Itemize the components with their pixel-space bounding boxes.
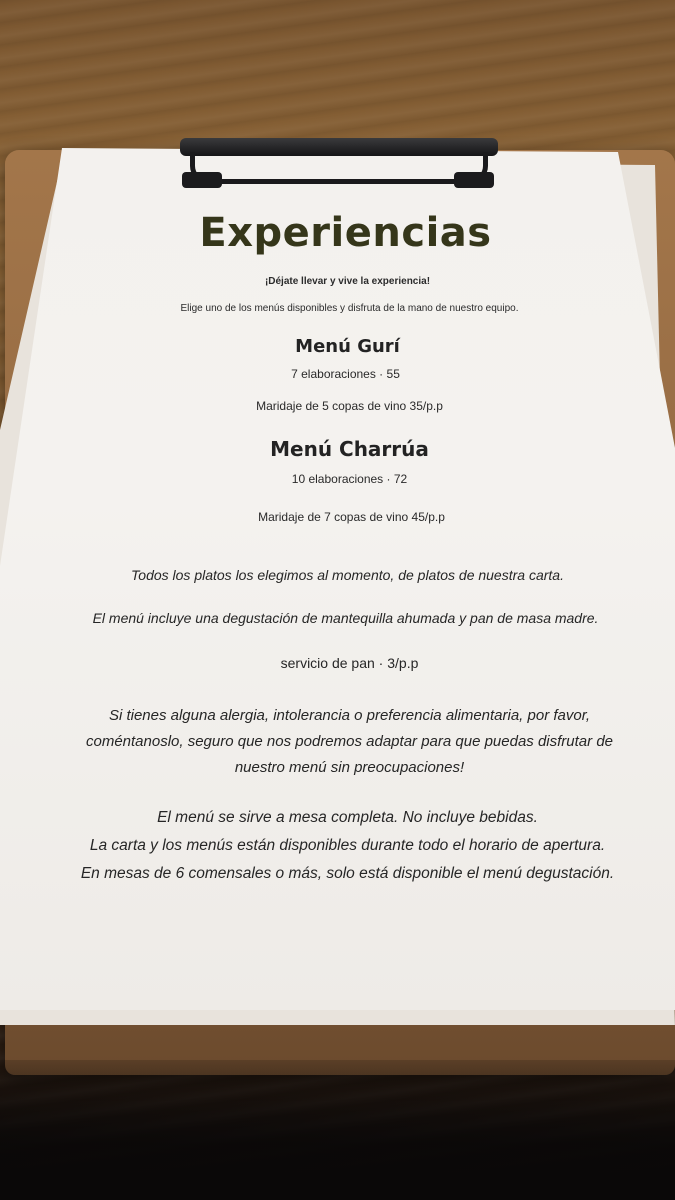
alergias-line: Si tienes alguna alergia, intolerancia o preferencia alimentaria, por favor, xyxy=(108,707,591,724)
condiciones-line: En mesas de 6 comensales o más, solo está disponible el menú degustación. xyxy=(80,865,615,882)
table-shadow xyxy=(0,1060,675,1200)
menu-guri-maridaje: Maridaje de 5 copas de vino 35/p.p xyxy=(256,399,443,413)
alergias-line: nuestro menú sin preocupaciones! xyxy=(234,759,465,776)
clip-end-left xyxy=(182,172,222,188)
note-platos: Todos los platos los elegimos al momento, de platos de nuestra carta. xyxy=(131,567,564,583)
alergias-line: coméntanoslo, seguro que nos podremos adaptar para que puedas disfrutar de xyxy=(85,733,613,750)
clip-end-right xyxy=(454,172,494,188)
note-alergias xyxy=(12,703,675,781)
note-condiciones xyxy=(10,804,675,888)
menu-subtitle: ¡Déjate llevar y vive la experiencia! xyxy=(264,276,431,287)
menu-charrua-maridaje: Maridaje de 7 copas de vino 45/p.p xyxy=(258,510,445,524)
servicio-pan: servicio de pan · 3/p.p xyxy=(280,655,419,671)
condiciones-line: El menú se sirve a mesa completa. No incluye bebidas. xyxy=(157,809,538,826)
clipboard-clip xyxy=(180,138,498,194)
condiciones-line: La carta y los menús están disponibles durante todo el horario de apertura. xyxy=(89,837,606,854)
menu-charrua-name: Menú Charrúa xyxy=(270,437,429,461)
menu-guri-name: Menú Gurí xyxy=(295,336,400,357)
menu-title: Experiencias xyxy=(199,210,492,256)
note-mantequilla: El menú incluye una degustación de mantequilla ahumada y pan de masa madre. xyxy=(92,610,599,626)
menu-guri-elaboraciones: 7 elaboraciones · 55 xyxy=(291,367,400,381)
clip-wire xyxy=(190,152,488,184)
menu-charrua-elaboraciones: 10 elaboraciones · 72 xyxy=(291,472,408,486)
menu-description: Elige uno de los menús disponibles y disfruta de la mano de nuestro equipo. xyxy=(180,303,519,314)
